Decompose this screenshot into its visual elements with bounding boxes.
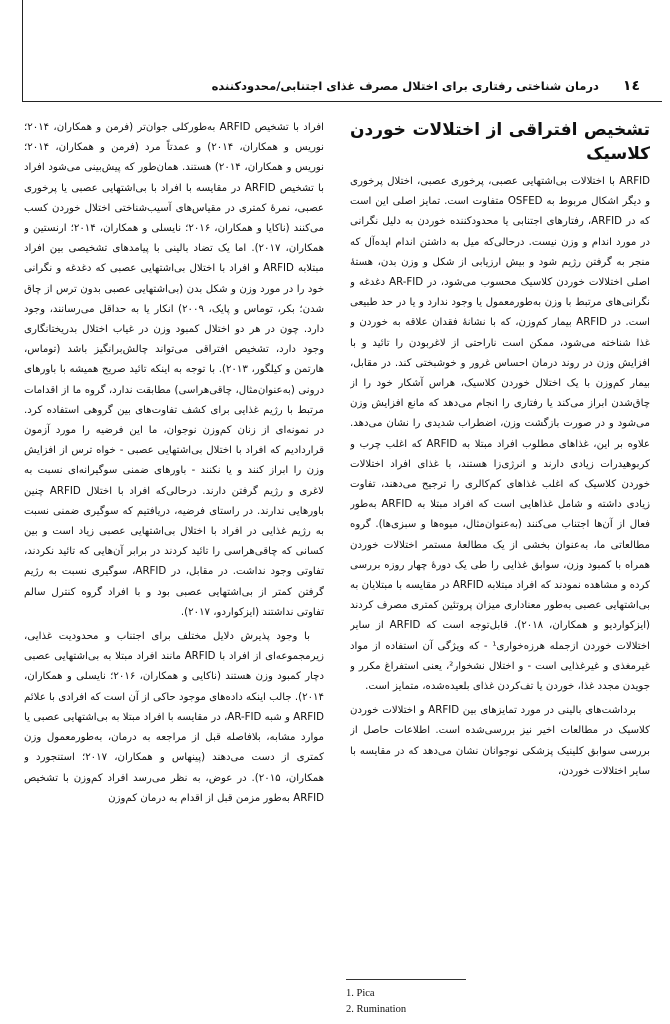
running-title: درمان شناختی رفتاری برای اختلال مصرف غذای اجتنابی/محدودکننده [211,79,599,93]
body-paragraph: ARFID با اختلالات بی‌اشتهایی عصبی، پرخوری عصبی، اختلال پرخوری و دیگر اشکال مربوط به OSFED متفاوت است. تمایز اصلی این است که در ARFID، رفتارهای اجتنابی یا محدودکننده خوردن به دلیل نگرانی در مورد اندام و وزن نیست. درحالی‌که میل به داشتن اندام ایده‌آل که منجر به گرفتن رژیم شود و بیش ارزیابی از شکل و وزن بدن، هستهٔ اصلی اختلالات خوردن کلاسیک محسوب می‌شود، در AR-FID دغدغه و نگرانی‌های مرتبط با وزن به‌طورمعمول یا وجود ندارد و یا در حد طبیعی است. در ARFID بیمار کم‌وزن، که با نشانهٔ فقدان علاقه به خوردن و غذا شناخته می‌شود، ممکن است ناراحتی از لاغربودن را تائید و با افزایش وزن در روند درمان احساس غرور و خوشبختی کند. در مقابل، بیمار کم‌وزن با یک اختلال خوردن کلاسیک، هراس آشکار خود را از چاق‌شدن ابراز می‌کند یا رفتاری را انجام می‌دهد که مانع افزایش وزن می‌شود و در صورت بازگشت وزن، اضطراب شدیدی را نشان می‌دهد. علاوه بر این، غذاهای مطلوب افراد مبتلا به ARFID که اغلب چرب و کربوهیدرات زیادی دارند و انرژی‌زا هستند، با غذای افراد اختلالات خوردن کلاسیک که اغلب غذاهای کم‌کالری را ترجیح می‌دهند، تفاوت زیادی داشته و شامل غذاهایی است که افراد مبتلا به ARFID به‌طور فعال از آن‌ها اجتناب می‌کنند (به‌عنوان‌مثال، میوه‌ها و سبزی‌ها). گروه مطالعاتی ما، به‌عنوان بخشی از یک مطالعهٔ مستمر اختلالات خوردن همراه با کمبود وزن، سوابق غذایی را طی یک دورهٔ چهار روزه بررسی کرده و مشاهده نمودند که افراد مبتلابه ARFID در مقایسه با مبتلایان به بی‌اشتهایی عصبی به‌طور معناداری میزان پروتئین کمتری مصرف کردند (ایزکواردیو و همکاران، ۲۰۱۸). قابل‌توجه است که ARFID از سایر اختلالات خوردن ازجمله هرزه‌خواری¹ - که ویژگی آن استفاده از مواد غیرمغذی و غیرغذایی است - و اختلال نشخوار²، یعنی استفراغ مکرر و جویدن مجدد غذا، خوردن یا تف‌کردن غذای بلعیده‌شده، متمایز است. [350,176,650,693]
right-column [350,118,650,986]
footnotes [346,986,646,1018]
footnote-rule [346,979,466,980]
section-heading: تشخیص افتراقی از اختلالات خوردن کلاسیک [350,120,650,164]
running-header [30,76,640,96]
footnote: 1. Pica [346,988,375,999]
body-paragraph: با وجود پذیرش دلایل مختلف برای اجتناب و محدودیت غذایی، زیرمجموعه‌ای از افراد با ARFID مانند افراد مبتلا به بی‌اشتهایی عصبی دچار کمبود وزن هستند (ناکایی و همکاران، ۲۰۱۶؛ نایسلی و همکاران، ۲۰۱۴). جالب اینکه داده‌های موجود حاکی از آن است که افرادی با علائم ARFID و شبه AR-FID، در مقایسه با افراد مبتلا به بی‌اشتهایی عصبی یا موارد مشابه، بلافاصله قبل از مراجعه به درمان، به‌طورمعمول وزن کمتری از دست می‌دهند (پینهاس و همکاران، ۲۰۱۷؛ استنجورد و همکاران، ۲۰۱۵). در عوض، به نظر می‌رسد افراد کم‌وزن با تشخیص ARFID به‌طور مزمن قبل از اقدام به درمان کم‌وزن [24,631,324,804]
body-paragraph: افراد با تشخیص ARFID به‌طورکلی جوان‌تر (فرمن و همکاران، ۲۰۱۴؛ نوریس و همکاران، ۲۰۱۴) و عمدتاً مرد (فرمن و همکاران، ۲۰۱۴؛ نوریس و همکاران، ۲۰۱۴) هستند. همان‌طور که پیش‌بینی می‌شود افراد با تشخیص ARFID در مقایسه با افراد با بی‌اشتهایی عصبی یا پرخوری عصبی، نمرهٔ کمتری در مقیاس‌های آسیب‌شناختی اختلال خوردن کسب می‌کنند (ناکایا و همکاران، ۲۰۱۶؛ نایسلی و همکاران، ۲۰۱۴؛ ارنستین و همکاران، ۲۰۱۷). اما یک تضاد بالینی با پیامدهای تشخیصی بین افراد مبتلابه ARFID و افراد با اختلال بی‌اشتهایی عصبی که دغدغه و نگرانی خود را در مورد وزن و شکل بدن (بی‌اشتهایی عصبی بدون ترس از چاق شدن؛ بکر، توماس و پایک، ۲۰۰۹) انکار یا به حداقل می‌رسانند، وجود دارد. چون در هر دو اختلال کمبود وزن در غیاب اختلال بدریختانگاری وجود دارد، تشخیص افتراقی می‌تواند چالش‌برانگیز باشد (توماس، هارتمن و کیلگور، ۲۰۱۳). با توجه به اینکه تائید صریح همیشه با باورهای درونی (به‌عنوان‌مثال، چاقی‌هراسی) مطابقت ندارد، گروه ما از اقدامات مرتبط با رژیم غذایی برای کشف تفاوت‌های بین گروهی استفاده کرد. در نمونه‌ای از زنان کم‌وزن نوجوان، ما این فرضیه را مورد آزمون قراردادیم که افراد با اختلال بی‌اشتهایی عصبی - خواه ترس از افزایش وزن را ابراز کنند و یا نکنند - باورهای ضمنی سوگیرانه‌ای نسبت به لاغری و رژیم گرفتن دارند. درحالی‌که افراد با اختلال ARFID چنین باورهایی ندارند. در راستای فرضیه، دریافتیم که سوگیری ضمنی نسبت به رژیم غذایی در افراد با اختلال بی‌اشتهایی عصبی زیاد است و بین کسانی که چاقی‌هراسی را تائید کردند در برابر آن‌هایی که تائید نکردند، تفاوتی وجود نداشت. در مقابل، در ARFID، سوگیری نسبت به رژیم گرفتن کمتر از بی‌اشتهایی عصبی بود و با افراد گروه کنترل سالم تفاوتی نداشتند (ایزکواردو، ۲۰۱۷). [24,122,324,618]
left-column [24,118,324,986]
footnote: 2. Rumination [346,1004,407,1015]
page-number: ١٤ [622,78,640,94]
body-paragraph: برداشت‌های بالینی در مورد تمایزهای بین ARFID و اختلالات خوردن کلاسیک در مطالعات اخیر نیز بررسی‌شده است. اطلاعات حاصل از بررسی سوابق کلینیک پزشکی نوجوانان نشان می‌دهد که در مقایسه با سایر اختلالات خوردن، [350,705,650,777]
page-frame-left-border [22,0,23,102]
header-rule [22,101,662,102]
